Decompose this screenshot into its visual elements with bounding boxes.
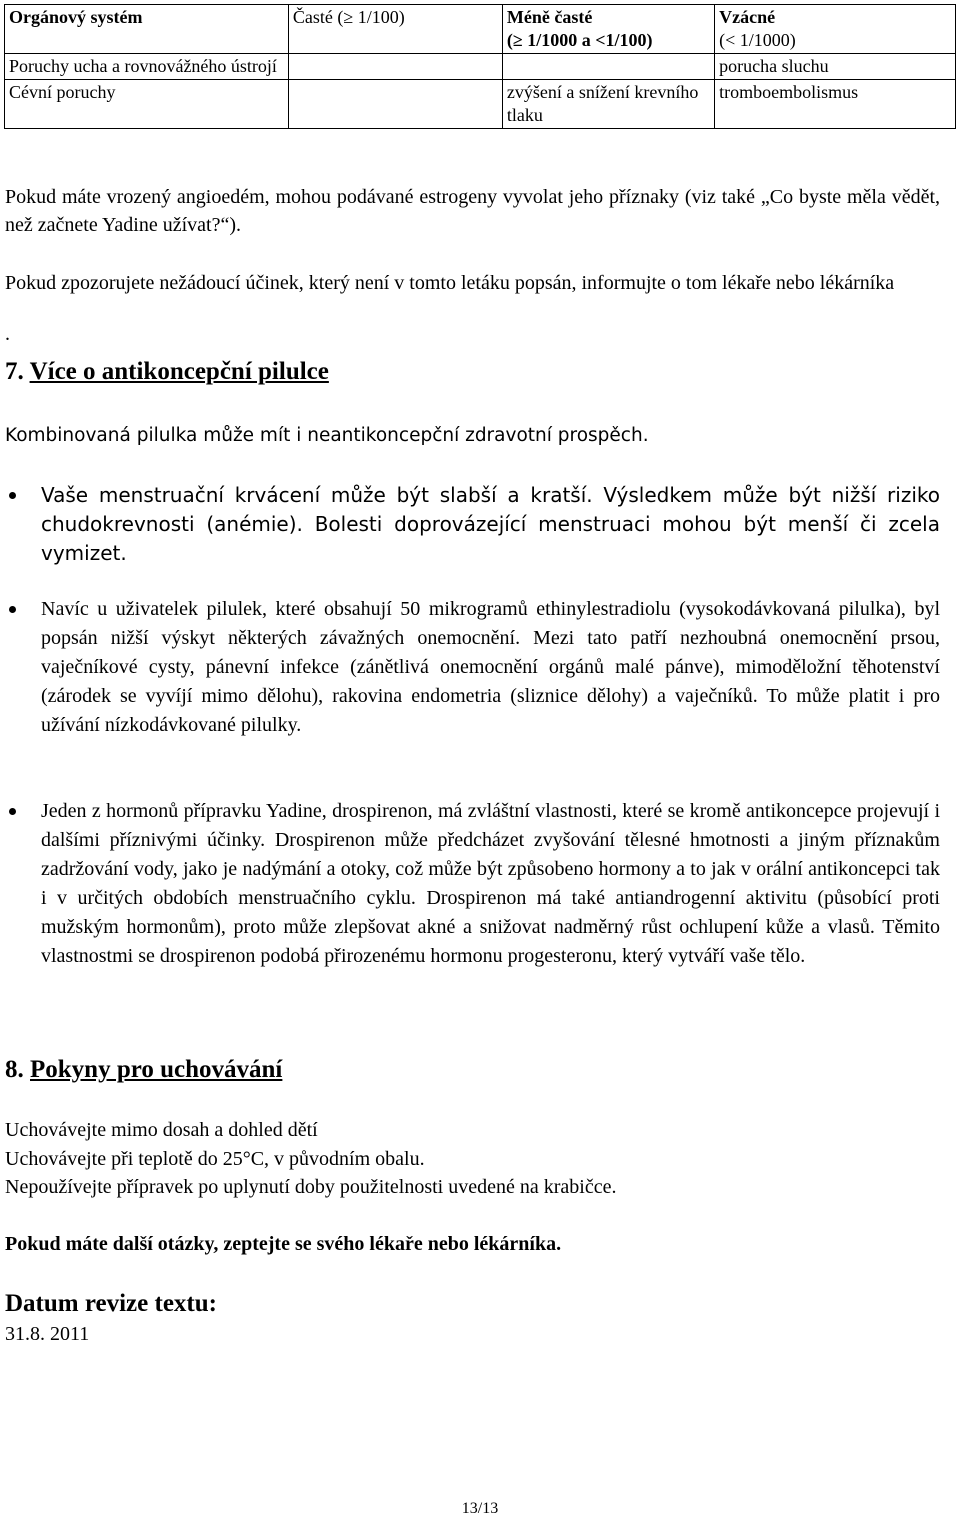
table-cell: porucha sluchu	[715, 54, 956, 80]
header-line: Méně časté	[506, 7, 593, 27]
section-7-intro: Kombinovaná pilulka může mít i neantikoncepční zdravotní prospěch.	[5, 425, 649, 446]
page-number: 13/13	[461, 1500, 499, 1517]
bullet-icon	[9, 492, 16, 499]
table-cell: Cévní poruchy	[5, 80, 289, 129]
section-number: 7.	[5, 358, 24, 385]
header-organ-system	[5, 5, 289, 54]
header-line: (≥ 1/1000 a <1/100)	[506, 30, 653, 50]
header-common	[288, 5, 502, 54]
angioedema-paragraph: Pokud máte vrozený angioedém, mohou podávané estrogeny vyvolat jeho příznaky (viz také „Co byste měla vědět, než začnete Yadine užívat?“).	[5, 186, 940, 236]
table-cell: tromboembolismus	[715, 80, 956, 129]
storage-line: Uchovávejte při teplotě do 25°C, v původním obalu.	[5, 1148, 425, 1170]
table-header-row	[5, 5, 956, 54]
header-text: Orgánový systém	[9, 7, 143, 27]
table-row	[5, 80, 956, 129]
section-7-heading	[5, 357, 329, 387]
list-item-text: Vaše menstruační krvácení může být slabší a kratší. Výsledkem může být nižší riziko chudokrevnosti (anémie). Bolesti doprovázející menstruaci mohou být menší či zcela vymizet.	[41, 483, 940, 565]
revision-date: 31.8. 2011	[5, 1323, 90, 1345]
table-cell: Poruchy ucha a rovnovážného ústrojí	[5, 54, 289, 80]
header-line: Vzácné	[719, 7, 776, 27]
questions-note: Pokud máte další otázky, zeptejte se svého lékaře nebo lékárníka.	[5, 1233, 562, 1255]
section-8-heading	[5, 1055, 282, 1085]
revision-label: Datum revize textu:	[5, 1290, 217, 1317]
section-number: 8.	[5, 1056, 24, 1083]
list-item-text: Jeden z hormonů přípravku Yadine, drospirenon, má zvláštní vlastnosti, které se kromě antikoncepce projevují i dalšími příznivými účinky. Drospirenon může předcházet zvyšování tělesné hmotnosti a jiným příznakům zadržování vody, jako je nadýmání a otoky, což může být způsobeno hormony a to jak v orální antikoncepci tak i v určitých obdobích menstruačního cyklu. Drospirenon má také antiandrogenní aktivitu (působící proti mužským hormonům), proto může zlepšovat akné a snižovat nadměrný růst ochlupení kůže a vlasů. Těmito vlastnostmi se drospirenon podobá přirozenému hormonu progesteronu, který vytváří vaše tělo.	[41, 800, 940, 967]
report-paragraph	[5, 269, 940, 297]
header-uncommon	[502, 5, 714, 54]
report-text: Pokud zpozorujete nežádoucí účinek, který není v tomto letáku popsán, informujte o tom lékaře nebo lékárníka	[5, 272, 895, 294]
bullet-icon	[9, 606, 16, 613]
stray-dot: .	[5, 323, 10, 345]
list-item-text: Navíc u uživatelek pilulek, které obsahují 50 mikrogramů ethinylestradiolu (vysokodávkovaná pilulka), byl popsán nižší výskyt některých závažných onemocnění. Mezi tato patří nezhoubná onemocnění prsou, vaječníkové cysty, pánevní infekce (zánětlivá onemocnění orgánů malé pánve), mimoděložní těhotenství (zárodek se vyvíjí mimo dělohu), rakovina endometria (sliznice dělohy) a vaječníků. To může platit i pro užívání nízkodávkované pilulky.	[41, 598, 940, 736]
table-cell: zvýšení a snížení krevního tlaku	[502, 80, 714, 129]
storage-line: Uchovávejte mimo dosah a dohled dětí	[5, 1119, 318, 1141]
section-title: Více o antikoncepční pilulce	[29, 358, 329, 385]
table-cell	[502, 54, 714, 80]
header-line: (< 1/1000)	[719, 30, 796, 50]
header-text: Časté (≥ 1/100)	[292, 7, 405, 27]
table-cell	[288, 54, 502, 80]
header-rare	[715, 5, 956, 54]
table-cell	[288, 80, 502, 129]
section-title: Pokyny pro uchovávání	[30, 1056, 283, 1083]
bullet-icon	[9, 808, 16, 815]
table-row	[5, 54, 956, 80]
side-effects-table	[4, 4, 956, 129]
storage-line: Nepoužívejte přípravek po uplynutí doby použitelnosti uvedené na krabičce.	[5, 1176, 617, 1198]
